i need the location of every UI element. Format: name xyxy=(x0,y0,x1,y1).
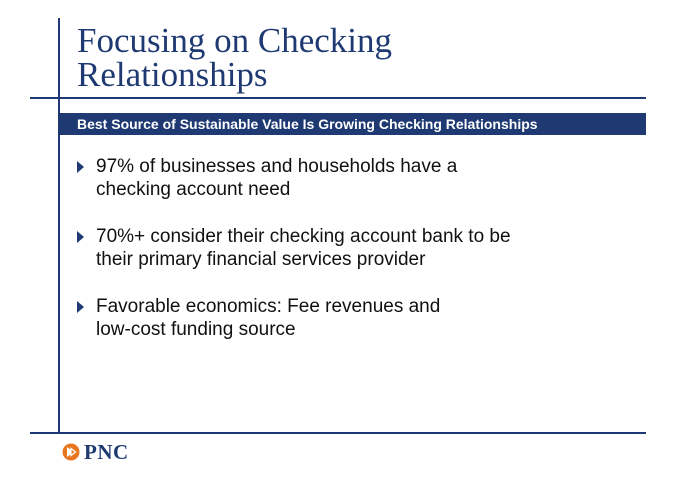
vertical-rule xyxy=(58,18,60,433)
bullet-text-line: their primary financial services provider xyxy=(96,249,426,270)
footer-divider xyxy=(30,432,646,434)
subtitle-banner: Best Source of Sustainable Value Is Growing Checking Relationships xyxy=(60,113,646,135)
bullet-text-line: Favorable economics: Fee revenues and xyxy=(96,296,441,317)
title-divider xyxy=(30,97,646,99)
bullet-text-line: 97% of businesses and households have a xyxy=(96,156,458,177)
bullet-text xyxy=(96,225,637,271)
triangle-bullet-icon xyxy=(77,231,84,243)
bullet-item xyxy=(77,225,637,271)
pnc-logo-icon xyxy=(62,443,80,461)
slide-title-line-1: Focusing on Checking xyxy=(77,21,392,60)
bullet-text-line: checking account need xyxy=(96,179,291,200)
bullet-text-line: 70%+ consider their checking account bank to be xyxy=(96,226,511,247)
bullet-text-line: low-cost funding source xyxy=(96,319,296,340)
bullet-text xyxy=(96,295,637,341)
pnc-logo-text: PNC xyxy=(84,439,129,464)
triangle-bullet-icon xyxy=(77,301,84,313)
bullet-text xyxy=(96,155,637,201)
bullet-item xyxy=(77,155,637,201)
triangle-bullet-icon xyxy=(77,161,84,173)
bullet-list xyxy=(77,155,637,365)
slide-title-line-2: Relationships xyxy=(77,55,268,94)
pnc-logo xyxy=(62,440,129,464)
slide-title xyxy=(77,21,392,94)
bullet-item xyxy=(77,295,637,341)
